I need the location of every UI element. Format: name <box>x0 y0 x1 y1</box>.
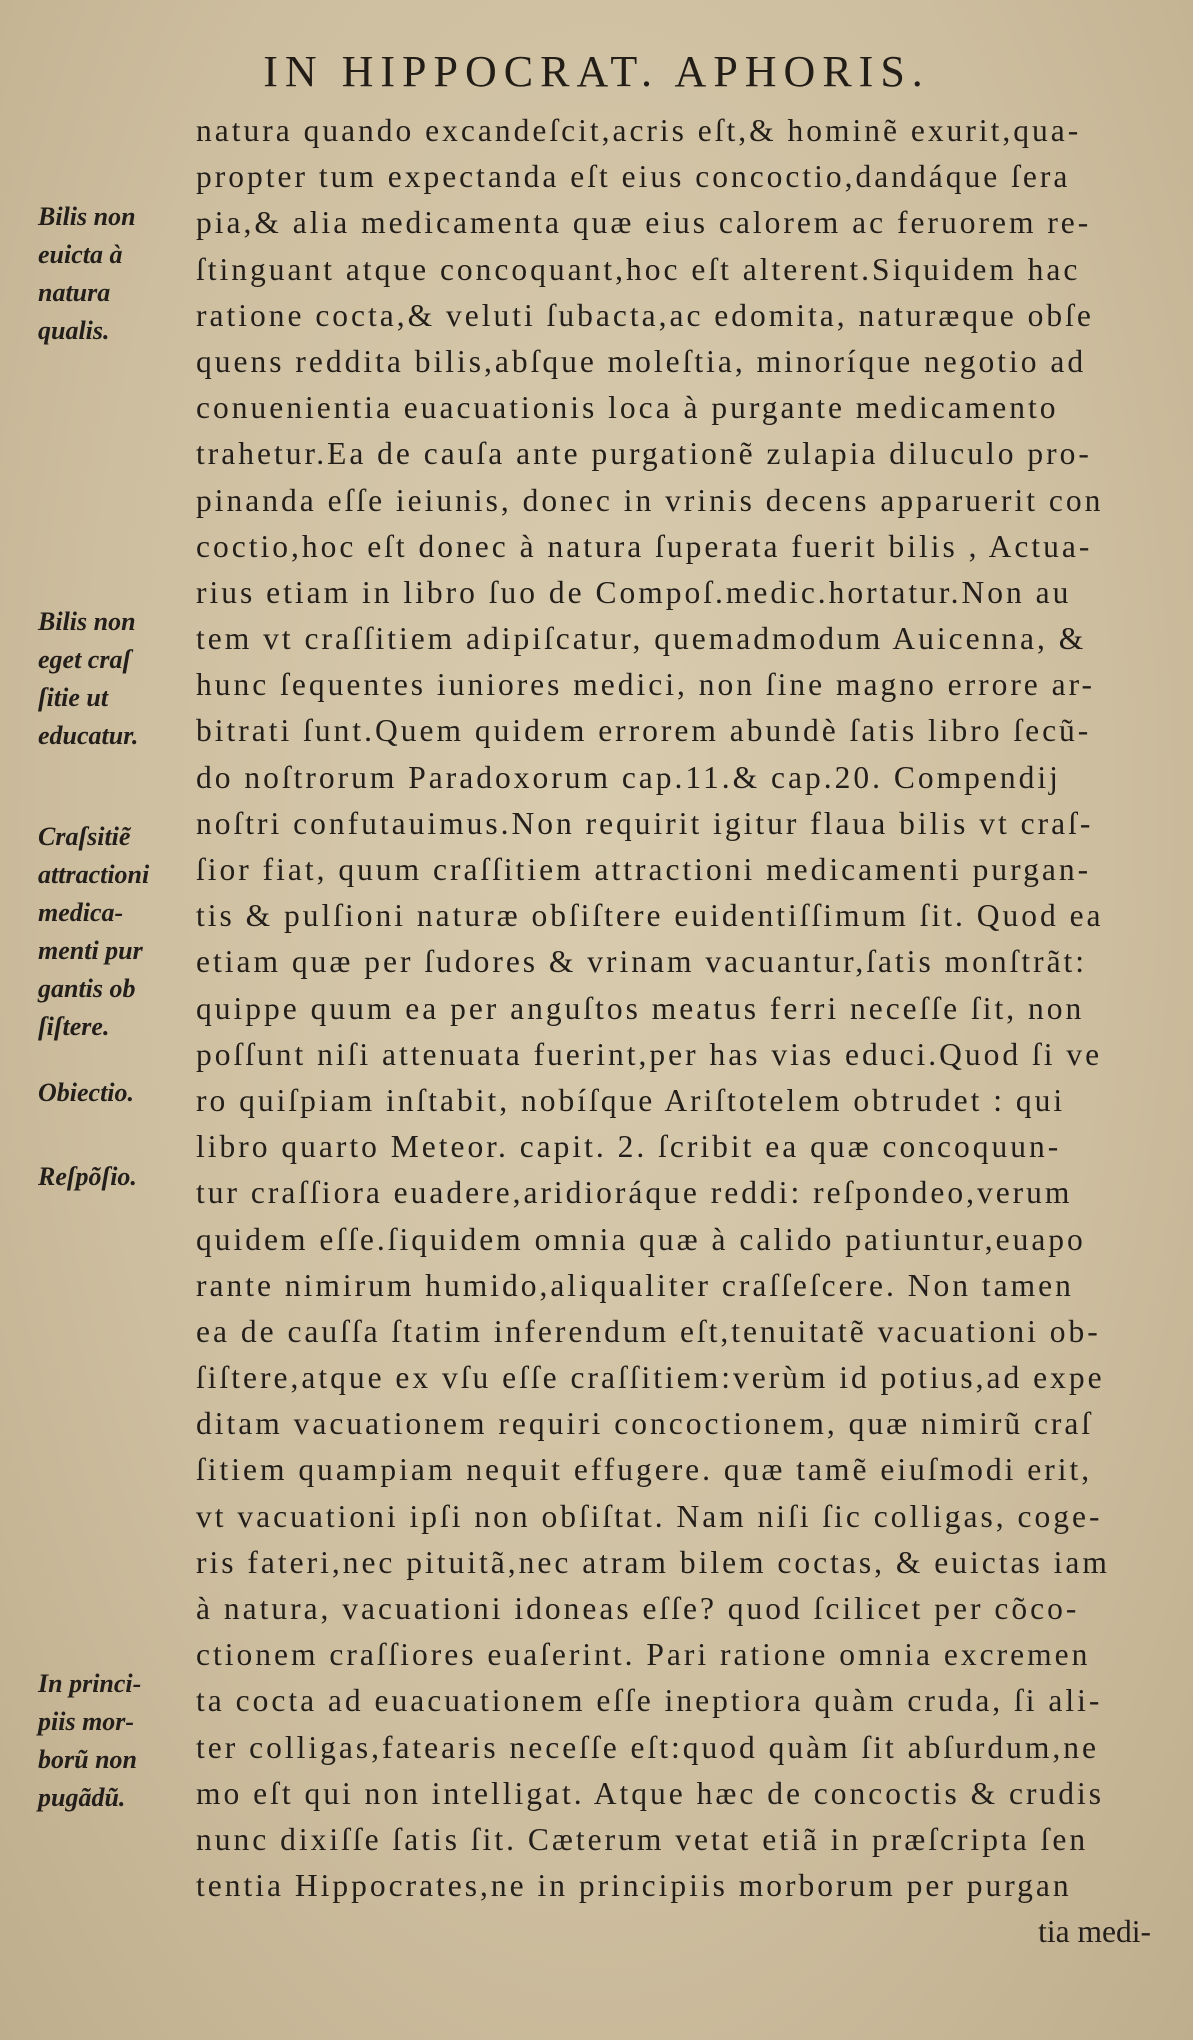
text-line: quens reddita bilis,abſque moleſtia, minoríque negotio ad <box>196 343 1087 379</box>
margin-note <box>38 603 138 755</box>
margin-note <box>38 1158 137 1196</box>
text-line: tis & pulſioni naturæ obſiſtere euidentiſſimum ſit. Quod ea <box>196 898 1104 934</box>
margin-note-line: natura <box>38 278 111 307</box>
margin-note-line: Obiectio. <box>38 1078 135 1107</box>
text-line: conuenientia euacuationis loca à purgante medicamento <box>196 390 1059 426</box>
text-line: propter tum expectanda eſt eius concoctio,dandáque ſera <box>196 159 1071 195</box>
margin-note-line: Reſpõſio. <box>38 1162 137 1191</box>
margin-note-line: medica- <box>38 898 124 927</box>
text-line: ter colligas,fatearis neceſſe eſt:quod quàm ſit abſurdum,ne <box>196 1729 1099 1765</box>
margin-note-line: attractioni <box>38 860 150 889</box>
text-line: bitrati ſunt.Quem quidem errorem abundè ſatis libro ſecũ- <box>196 713 1092 749</box>
margin-note-line: In princi- <box>38 1669 142 1698</box>
margin-note <box>38 818 149 1046</box>
text-line: noſtri confutauimus.Non requirit igitur flaua bilis vt craſ- <box>196 805 1094 841</box>
text-line: mo eſt qui non intelligat. Atque hæc de concoctis & crudis <box>196 1775 1104 1811</box>
margin-note <box>38 1665 141 1817</box>
text-line: ro quiſpiam inſtabit, nobíſque Ariſtotelem obtrudet : qui <box>196 1082 1066 1118</box>
text-line: nunc dixiſſe ſatis ſit. Cæterum vetat etiã in præſcripta ſen <box>196 1821 1089 1857</box>
text-line: quippe quum ea per anguſtos meatus ferri neceſſe ſit, non <box>196 990 1085 1026</box>
margin-note-line: ſitie ut <box>38 683 109 712</box>
catchword: tia medi- <box>1038 1914 1151 1950</box>
text-line: ea de cauſſa ſtatim inferendum eſt,tenuitatẽ vacuationi ob- <box>196 1313 1101 1349</box>
text-line: pia,& alia medicamenta quæ eius calorem ac feruorem re- <box>196 205 1092 241</box>
margin-note-line: menti pur <box>38 936 143 965</box>
margin-note <box>38 198 136 350</box>
text-line: tentia Hippocrates,ne in principiis morborum per purgan <box>196 1868 1072 1904</box>
text-line: rante nimirum humido,aliqualiter craſſeſcere. Non tamen <box>196 1267 1074 1303</box>
margin-note-line: Bilis non <box>38 202 136 231</box>
text-line: à natura, vacuationi idoneas eſſe? quod ſcilicet per cõco- <box>196 1591 1080 1626</box>
text-line: ditam vacuationem requiri concoctionem, quæ nimirũ craſ <box>196 1406 1094 1442</box>
text-line: libro quarto Meteor. capit. 2. ſcribit ea quæ concoquun- <box>196 1129 1062 1165</box>
text-line: ſior fiat, quum craſſitiem attractioni medicamenti purgan- <box>196 852 1092 887</box>
text-line: quidem eſſe.ſiquidem omnia quæ à calido patiuntur,euapo <box>196 1221 1086 1257</box>
text-line: natura quando excandeſcit,acris eſt,& hominẽ exurit,qua- <box>196 113 1082 148</box>
margin-note-line: Bilis non <box>38 607 136 636</box>
text-line: ſiſtere,atque ex vſu eſſe craſſitiem:verùm id potius,ad expe <box>196 1360 1105 1396</box>
margin-note-line: ſiſtere. <box>38 1012 110 1041</box>
text-line: ta cocta ad euacuationem eſſe ineptiora quàm cruda, ſi ali- <box>196 1683 1103 1719</box>
margin-note-line: gantis ob <box>38 974 136 1003</box>
body-text <box>196 108 1156 1956</box>
margin-note-line: educatur. <box>38 721 139 750</box>
margin-note <box>38 1074 134 1112</box>
margin-note-line: piis mor- <box>38 1707 135 1736</box>
text-line: tur craſſiora euadere,aridioráque reddi: reſpondeo,verum <box>196 1175 1073 1211</box>
text-line: do noſtrorum Paradoxorum cap.11.& cap.20. Compendij <box>196 759 1061 795</box>
text-line: ratione cocta,& veluti ſubacta,ac edomita, naturæque obſe <box>196 297 1094 333</box>
text-line: ctionem craſſiores euaſerint. Pari ratione omnia excremen <box>196 1637 1091 1673</box>
margin-note-line: euicta à <box>38 240 123 269</box>
text-line: hunc ſequentes iuniores medici, non ſine magno errore ar- <box>196 667 1095 703</box>
text-line: ſitiem quampiam nequit effugere. quæ tamẽ eiuſmodi erit, <box>196 1452 1093 1488</box>
running-head: IN HIPPOCRAT. APHORIS. <box>263 47 930 96</box>
text-line: etiam quæ per ſudores & vrinam vacuantur,ſatis monſtrãt: <box>196 944 1088 980</box>
margin-note-line: borũ non <box>38 1745 137 1774</box>
text-line: vt vacuationi ipſi non obſiſtat. Nam niſi ſic colligas, coge- <box>196 1498 1103 1534</box>
text-line: trahetur.Ea de cauſa ante purgationẽ zulapia diluculo pro- <box>196 436 1092 472</box>
text-line: tem vt craſſitiem adipiſcatur, quemadmodum Auicenna, & <box>196 621 1087 657</box>
margin-note-line: eget craſ <box>38 645 132 674</box>
text-line: ris fateri,nec pituitã,nec atram bilem coctas, & euictas iam <box>196 1544 1110 1580</box>
text-line: rius etiam in libro ſuo de Compoſ.medic.hortatur.Non au <box>196 574 1072 610</box>
text-line: poſſunt niſi attenuata fuerint,per has vias educi.Quod ſi ve <box>196 1036 1103 1072</box>
margin-note-line: Craſsitiẽ <box>38 822 131 851</box>
margin-note-line: qualis. <box>38 316 110 345</box>
text-line: coctio,hoc eſt donec à natura ſuperata fuerit bilis , Actua- <box>196 528 1093 564</box>
text-line: ſtinguant atque concoquant,hoc eſt alterent.Siquidem hac <box>196 251 1081 287</box>
text-line: pinanda eſſe ieiunis, donec in vrinis decens apparuerit con <box>196 482 1104 518</box>
margin-note-line: pugãdũ. <box>38 1783 126 1812</box>
